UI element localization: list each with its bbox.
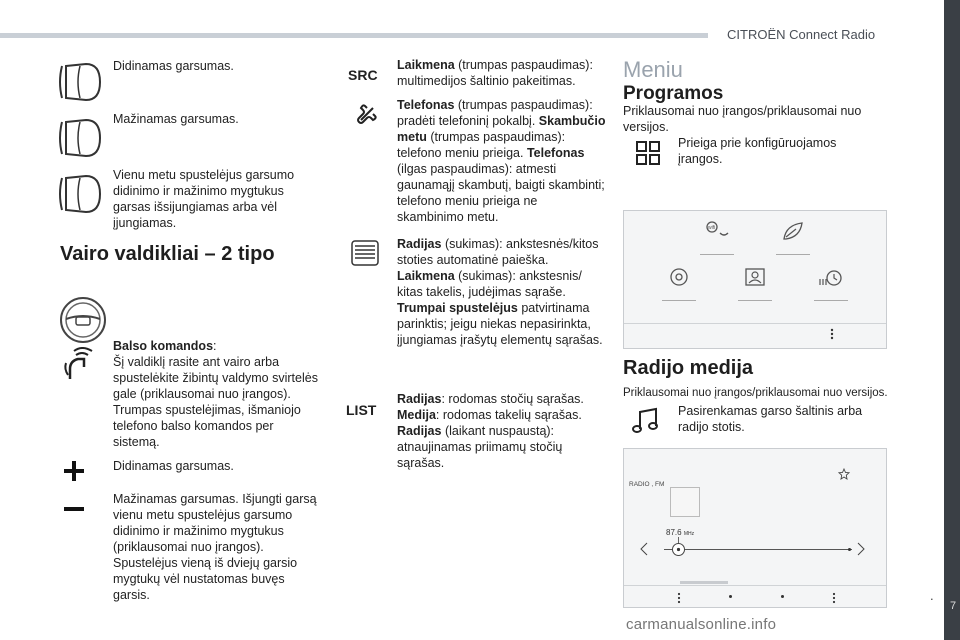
active-tab-indicator xyxy=(680,581,728,584)
volume-down-text: Mažinamas garsumas. xyxy=(113,112,239,126)
section-title-steering-type2: Vairo valdikliai – 2 tipo xyxy=(60,243,275,265)
app-tile-settings[interactable] xyxy=(662,265,696,301)
phone-desc-1: (trumpas paspaudimas): pradėti telefoninį pokalbį. xyxy=(397,98,593,128)
phone-bold-3: Telefonas xyxy=(526,146,585,160)
list-bold-1: Radijas xyxy=(397,392,442,406)
apps-screen xyxy=(623,210,887,349)
app-tile-wifi-mark: wifi xyxy=(708,225,716,231)
page-number: 7 xyxy=(950,600,957,612)
voice-command-label: Balso komandos xyxy=(113,339,214,353)
app-tile-connected-services[interactable] xyxy=(700,219,734,255)
phone-bold-2: Skambučio metu xyxy=(397,114,606,144)
watermark: carmanualsonline.info xyxy=(626,616,777,633)
header-title: CITROËN Connect Radio xyxy=(727,27,876,42)
voice-command-colon: : xyxy=(213,339,217,353)
next-station-icon[interactable] xyxy=(857,542,865,561)
radio-media-desc: Priklausomai nuo įrangos/priklausomai nuo versijos. xyxy=(623,387,888,399)
apps-grid-icon xyxy=(636,141,660,165)
tuner-scale xyxy=(664,549,852,550)
voice-command-icon xyxy=(62,347,96,381)
wheel-desc-1: (sukimas): ankstesnės/kitos stoties automatinė paieška. xyxy=(397,237,599,267)
src-button-label: SRC xyxy=(348,67,378,83)
tuner-scale-end xyxy=(848,548,851,551)
radio-menu-dot-1[interactable] xyxy=(729,595,732,598)
radio-menu-icon-2[interactable] xyxy=(832,591,836,609)
apps-screen-divider xyxy=(624,323,886,324)
wheel-desc-2: (sukimas): ankstesnis/ kitas takelis, judėjimas sąraše. xyxy=(397,269,582,299)
radio-frequency xyxy=(666,528,694,537)
wheel-desc-3: patvirtinama parinktis; jeigu niekas nepasirinkta, įjungiamas įrašytų elementų sąrašas. xyxy=(397,301,603,347)
minus-text: Mažinamas garsumas. Išjungti garsą vienu metu spustelėjus garsumo didinimo ir mažinimo mygtukus (priklausomai nuo įrangos). Spustelėjus vieną iš dviejų garsio mygtukų vėl nustatomas buvęs garsis. xyxy=(113,492,317,602)
radio-screen xyxy=(623,448,887,608)
list-desc-2: : rodomas takelių sąrašas. xyxy=(435,408,582,422)
programs-title: Programos xyxy=(623,83,724,104)
wheel-bold-3: Trumpai spustelėjus xyxy=(397,301,518,315)
radio-frequency-unit: MHz xyxy=(683,531,695,537)
phone-bold-1: Telefonas xyxy=(397,98,455,112)
list-desc-1: : rodomas stočių sąrašas. xyxy=(441,392,584,406)
app-tile-climate-timer[interactable] xyxy=(814,265,848,301)
mute-text: Vienu metu spustelėjus garsumo didinimo ir mažinimo mygtukus garsas išsijungiamas arba vėl įjungiamas. xyxy=(113,168,295,230)
favorite-star-icon[interactable] xyxy=(838,467,850,485)
radio-media-title: Radijo medija xyxy=(623,357,754,379)
tuner-knob[interactable] xyxy=(671,542,686,562)
radio-menu-dot-2[interactable] xyxy=(781,595,784,598)
steering-control-mute-icon xyxy=(56,172,104,216)
steering-control-volume-up-icon xyxy=(56,60,104,104)
previous-station-icon[interactable] xyxy=(640,542,648,561)
programs-desc: Priklausomai nuo įrangos/priklausomai nuo versijos. xyxy=(623,104,862,134)
plus-icon xyxy=(64,461,84,481)
app-tile-eco[interactable] xyxy=(776,219,810,255)
radio-icon-text: Pasirenkamas garso šaltinis arba radijo stotis. xyxy=(678,404,863,434)
voice-command-desc: Šį valdiklį rasite ant vairo arba spustelėkite žibintų valdymo svirtelės gale (priklausomai nuo įrangos). Trumpas spustelėjimas, išmaniojo telefono balso komandos per sistemą. xyxy=(113,355,318,449)
minus-icon xyxy=(64,506,84,512)
wheel-bold-2: Laikmena xyxy=(397,269,455,283)
volume-up-text: Didinamas garsumas. xyxy=(113,59,234,73)
programs-icon-text: Prieiga prie konfigūruojamos įrangos. xyxy=(678,136,837,166)
plus-text: Didinamas garsumas. xyxy=(113,459,234,473)
src-bold: Laikmena xyxy=(397,58,455,72)
app-tile-contacts[interactable] xyxy=(738,265,772,301)
radio-screen-band-label: RADIO , FM xyxy=(629,481,665,488)
page-edge-strip xyxy=(944,0,960,640)
station-artwork xyxy=(670,487,700,517)
header-rule xyxy=(0,33,708,38)
radio-menu-icon-1[interactable] xyxy=(677,591,681,609)
list-button-label: LIST xyxy=(346,402,377,418)
voice-command-text xyxy=(113,338,318,450)
phone-text xyxy=(397,97,607,225)
apps-more-icon[interactable] xyxy=(830,327,834,346)
list-bold-2: Medija xyxy=(397,408,436,422)
steering-wheel-icon xyxy=(58,295,108,345)
src-text xyxy=(397,57,602,89)
wheel-bold-1: Radijas xyxy=(397,237,442,251)
radio-frequency-value: 87.6 xyxy=(666,528,682,537)
radio-screen-divider xyxy=(624,585,886,586)
src-desc: (trumpas paspaudimas): multimedijos šaltinio pakeitimas. xyxy=(397,58,593,88)
music-note-icon xyxy=(632,407,660,435)
phone-icon xyxy=(355,102,379,126)
thumbwheel-text xyxy=(397,236,607,348)
phone-desc-2: (trumpas paspaudimas): telefono meniu prieiga. xyxy=(397,130,566,160)
list-desc-3: (laikant nuspaustą): atnaujinamas priimamų stočių sąrašas. xyxy=(397,424,563,470)
thumbwheel-icon xyxy=(351,240,379,266)
phone-desc-3: (ilgas paspaudimas): atmesti gaunamąjį skambutį, baigti skambinti; telefono meniu prieiga ne skambinimo metu. xyxy=(397,162,605,224)
menu-title: Meniu xyxy=(623,57,683,82)
list-bold-3: Radijas xyxy=(397,424,442,438)
list-text xyxy=(397,391,607,471)
steering-control-volume-down-icon xyxy=(56,116,104,160)
footer-dot: . xyxy=(930,588,934,603)
